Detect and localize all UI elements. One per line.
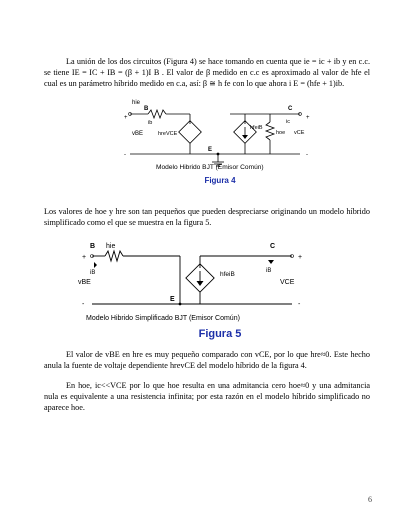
hie-resistor [105,251,123,261]
figure-5-subtitle: Modelo Hibrido Simplificado BJT (Emisor Común) [86,315,240,322]
fig5-minus-left: - [82,301,85,308]
fig4-c-label: C [288,106,293,112]
fig4-ic-label: ic [286,119,290,125]
fig5-ic-arrow [268,260,274,264]
fig5-vbe-label: vBE [78,279,91,286]
fig5-c-label: C [270,243,276,250]
fig4-b-label: B [144,106,149,112]
figure-5-diagram [70,240,320,312]
hie-resistor [148,110,166,118]
fig5-ic-label: iB [266,268,272,274]
fig4-ib-label: ib [148,120,153,126]
fig4-vce-label: vCE [294,130,305,136]
fig4-minus-right: - [306,152,308,158]
figure-4-svg [120,98,320,174]
fig5-hfeib-label: hfeiB [220,271,235,278]
fig5-e-label: E [170,296,175,303]
paragraph-1: La unión de los dos circuitos (Figura 4) se hace tomando en cuenta que ie = ic + ib y en c.c. se tiene IE = IC + IB = (β + 1)I B . El valor de β medido en c.c es aproximado al valor de hfe el cual es un parámetro híbrido medido en c.a, así: β ≅ h fe con lo que ahora i E = (hfe + 1)ib. [44,57,370,89]
figure-5-svg [70,240,320,312]
fig4-hie-label: hie [132,100,141,106]
fig4-e-label: E [208,147,213,153]
page-number: 6 [368,495,372,504]
fig4-hoe-label: hoe [276,130,286,136]
fig4-plus-left: + [124,115,128,121]
hre-voltage-source [179,121,202,144]
fig5-ib-label: iB [90,270,96,276]
fig5-b-label: B [90,243,96,250]
figure-4-subtitle: Modelo Hibrido BJT (Emisor Común) [156,164,264,171]
fig5-minus-right: - [298,301,301,308]
paragraph-4: En hoe, ic<<VCE por lo que hoe resulta en una admitancia cero hoe≈0 y una admitancia nula es equivalente a una resistencia infinita; por esta razón en el modelo híbrido simplificado no aparece hoe. [44,381,370,413]
fig5-plus-right: + [298,254,303,261]
fig4-hrevce-label: hreVCE [158,131,178,137]
fig5-plus-left: + [82,254,87,261]
fig5-vce-label: VCE [280,279,295,286]
figure-4-diagram [120,98,320,174]
paragraph-3: El valor de vBE en hre es muy pequeño comparado con vCE, por lo que hre≈0. Este hecho anula la fuente de voltaje dependiente hrevCE del modelo híbrido de la figura 4. [44,350,370,371]
hoe-resistor [266,122,274,140]
figure-4-caption: Figura 4 [204,176,236,185]
fig4-plus-right: + [306,115,310,121]
fig4-vbe-label: vBE [132,131,144,137]
fig5-hie-label: hie [106,243,116,250]
fig4-minus-left: - [124,152,126,158]
figure-5-caption: Figura 5 [198,328,242,340]
paragraph-2: Los valores de hoe y hre son tan pequeños que pueden despreciarse originando un modelo híbrido simplificado como el que se muestra en la figura 5. [44,207,370,228]
fig4-hfeib-label: hfeiB [250,125,263,131]
fig5-ib-arrow [94,262,97,268]
